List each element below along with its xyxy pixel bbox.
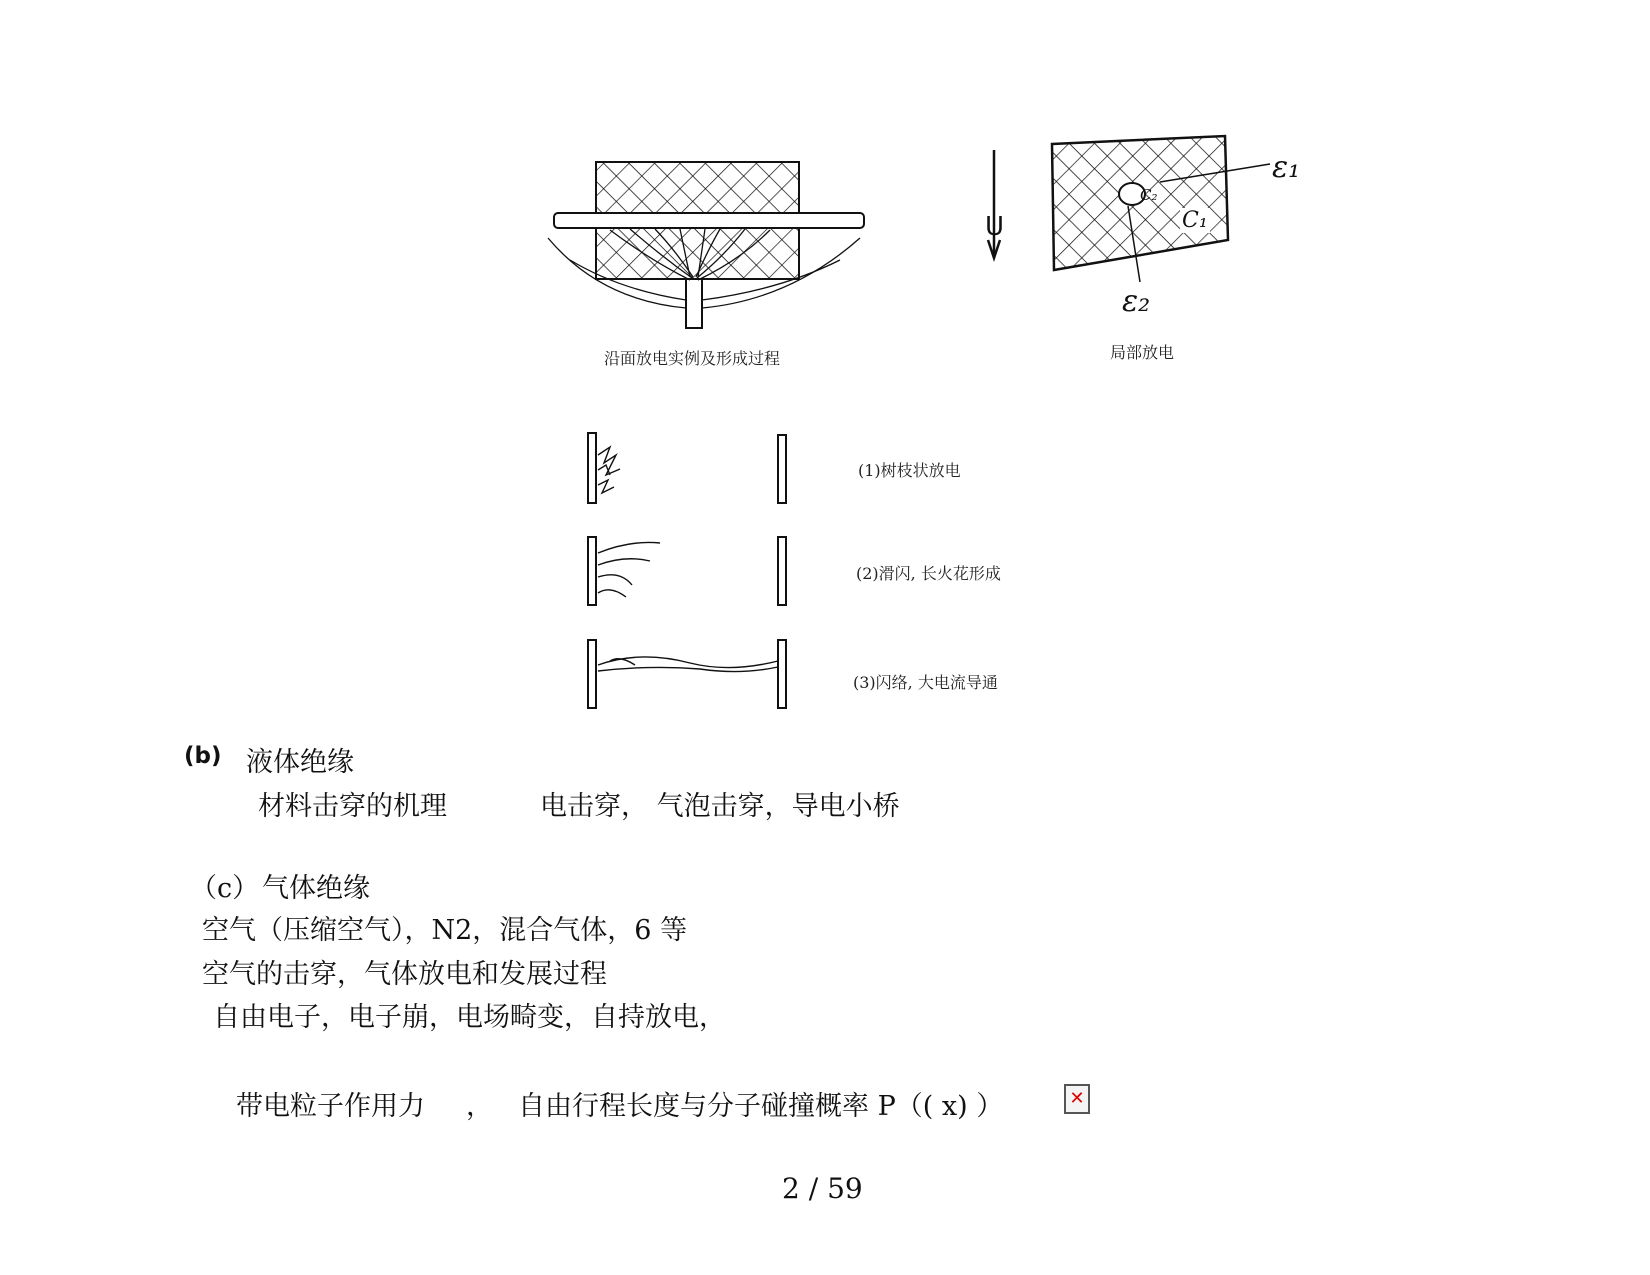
section-c-line-4-right: 自由行程长度与分子碰撞概率 P（( x) ） [518,1091,1004,1122]
section-c-title: 气体绝缘 [262,873,370,904]
stage-1-label: (1)树枝状放电 [858,461,961,480]
page-total: 59 [827,1172,863,1205]
page-indicator [782,1172,863,1205]
stage-3-label: (3)闪络, 大电流导通 [853,673,998,692]
section-c-line-4-sep: ， [466,1091,493,1122]
voltage-label: U [985,212,1005,242]
section-c-line-3: 自由电子，电子崩，电场畸变，自持放电， [213,1002,726,1033]
eps1-label: ε₁ [1272,150,1301,185]
section-b-marker: (b) [184,743,222,769]
surface-discharge-figure [540,150,880,340]
page-current: 2 [782,1172,800,1205]
section-c-line-4-left: 带电粒子作用力 [236,1091,425,1122]
discharge-stages-figure [580,425,810,715]
broken-image-icon: ✕ [1064,1084,1090,1114]
surface-discharge-caption: 沿面放电实例及形成过程 [604,349,781,368]
stage-2-label: (2)滑闪, 长火花形成 [856,564,1001,583]
section-c-line-1: 空气（压缩空气），N2，混合气体，6 等 [202,915,688,946]
section-b-title: 液体绝缘 [246,747,354,778]
page-separator: / [808,1172,819,1205]
partial-discharge-caption: 局部放电 [1110,343,1175,362]
c1-label: C₁ [1182,208,1208,233]
eps2-label: ε₂ [1122,284,1151,319]
section-b-mechanism-label: 材料击穿的机理 [258,791,447,822]
section-c-line-2: 空气的击穿，气体放电和发展过程 [202,959,607,990]
section-b-mechanism-list: 电击穿， 气泡击穿，导电小桥 [540,791,900,822]
c2-label: C₂ [1140,186,1158,204]
section-c-marker: （c） [190,873,260,904]
